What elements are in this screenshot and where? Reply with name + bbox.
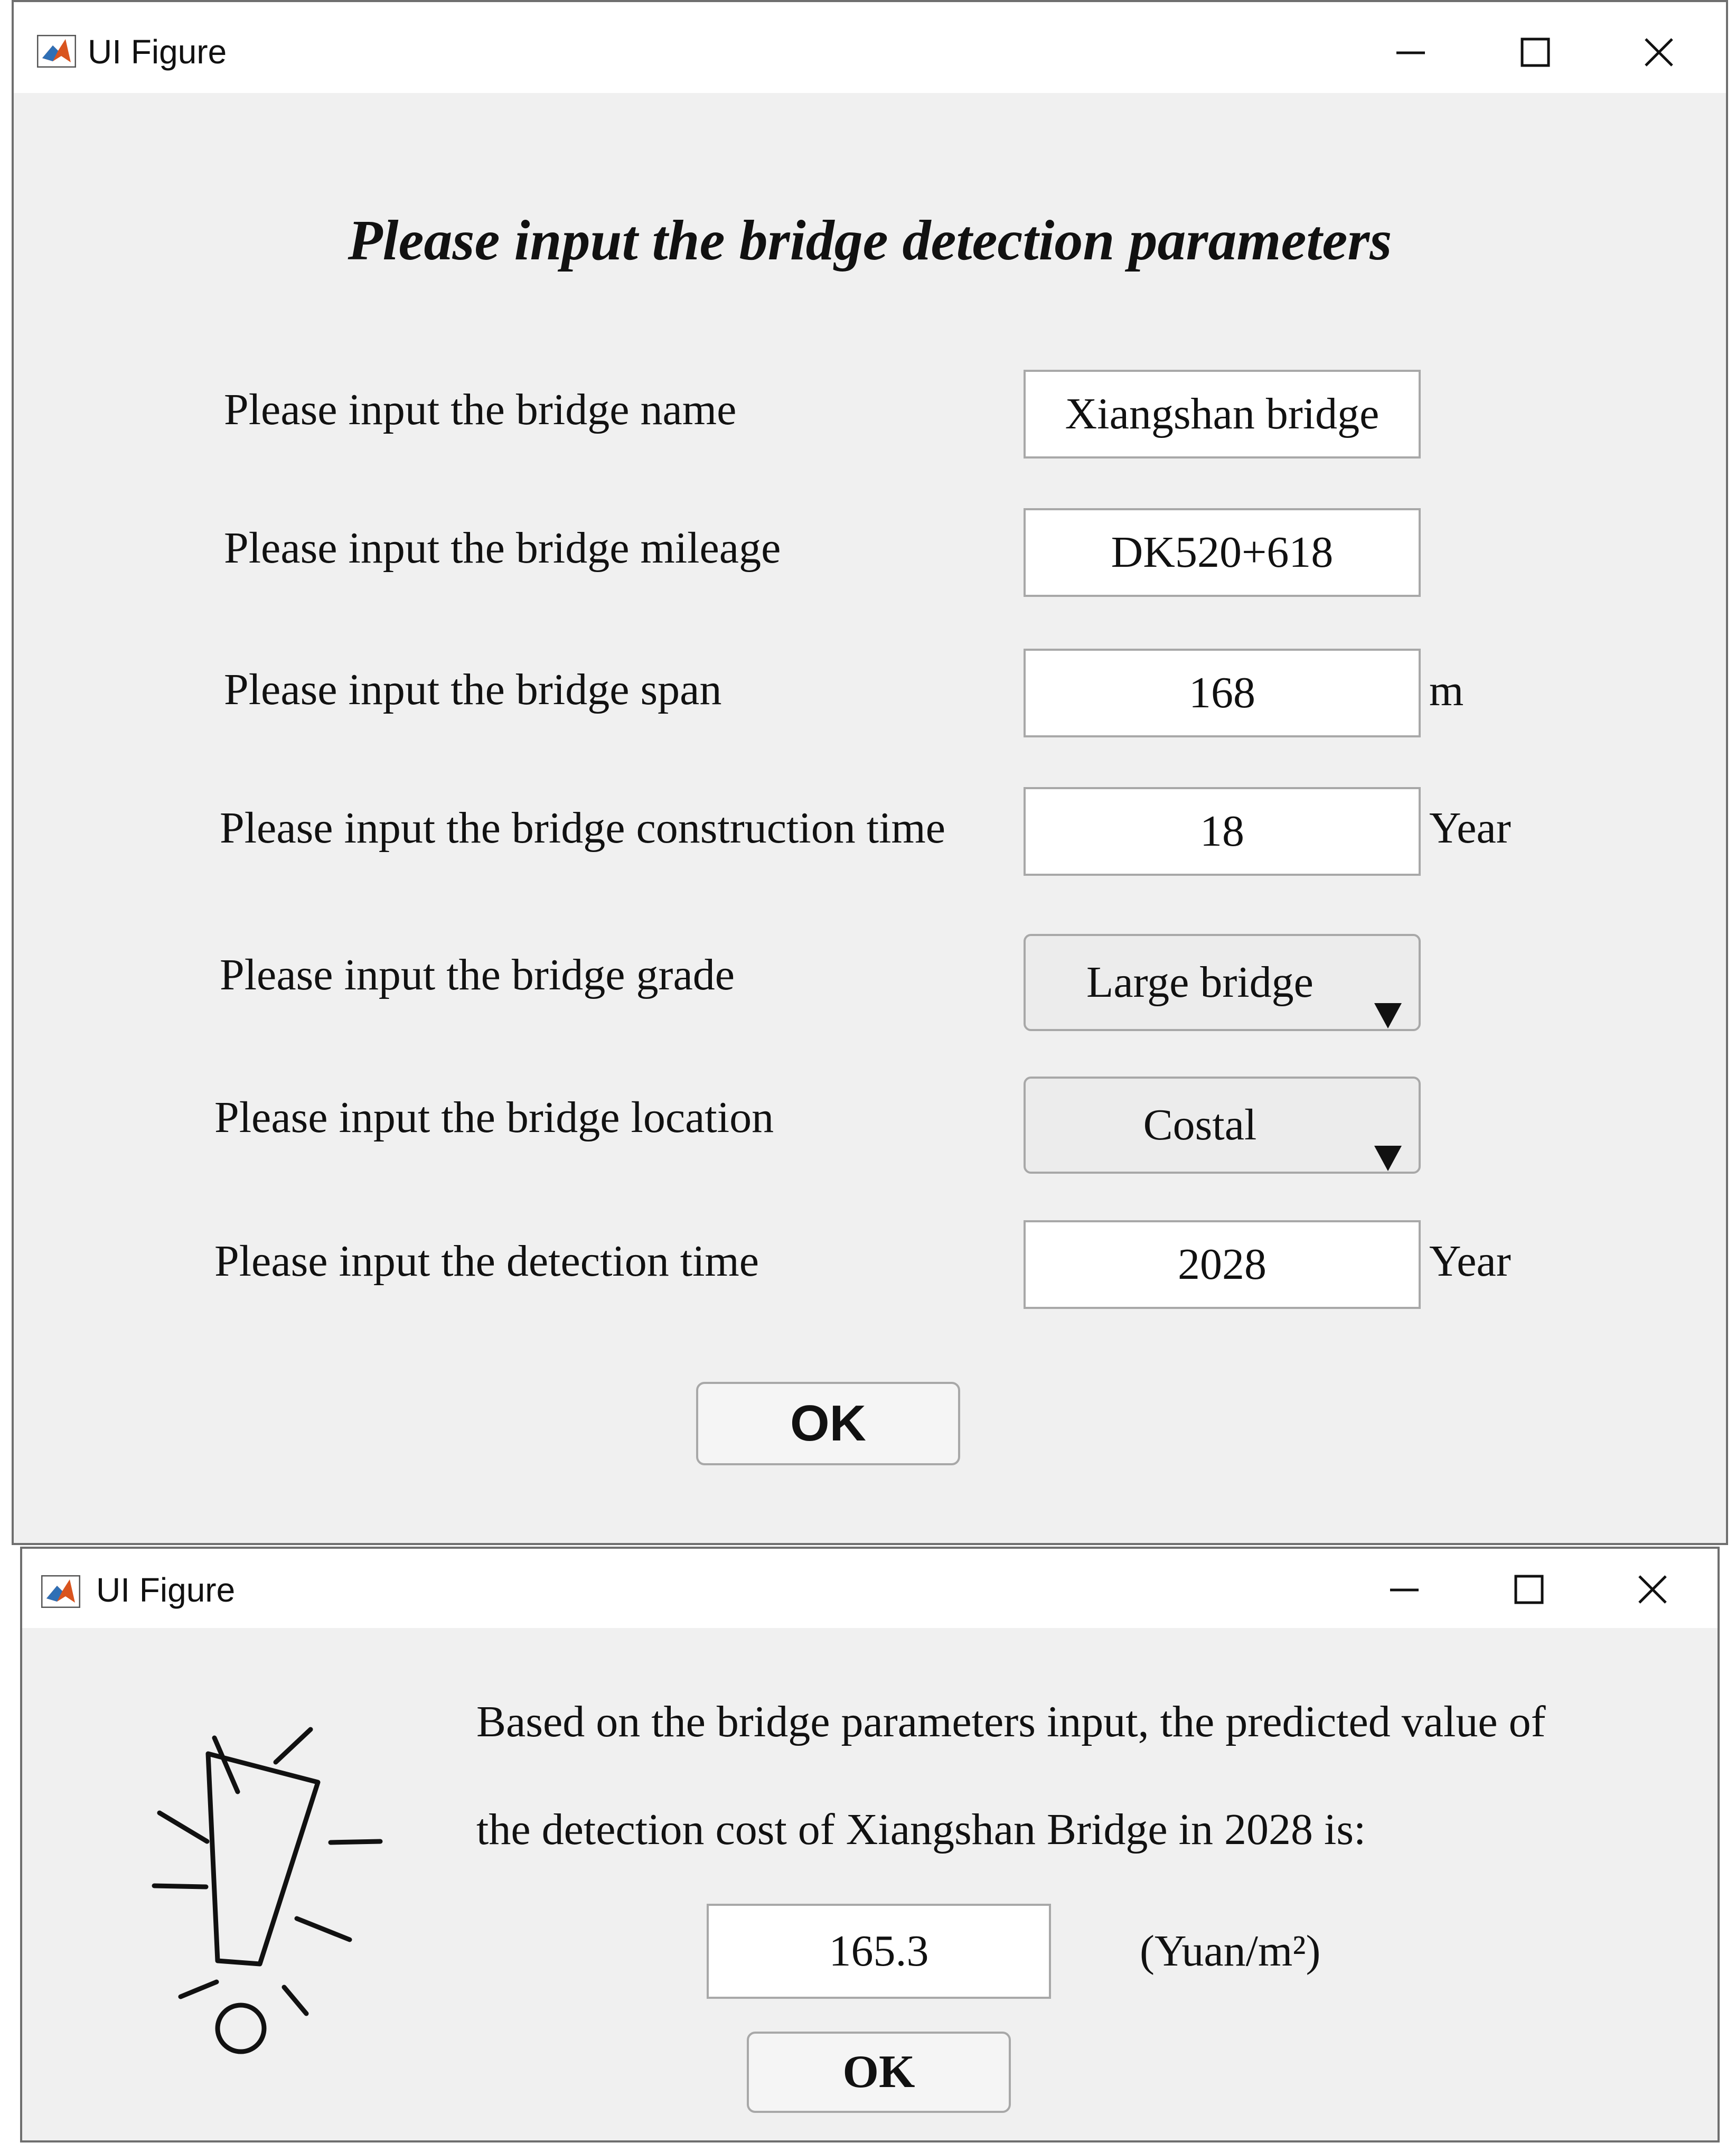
triangle-down-icon[interactable] xyxy=(1373,1111,1403,1139)
title-bar[interactable] xyxy=(22,1549,1718,1628)
ok-button[interactable]: OK xyxy=(747,2032,1011,2113)
bridge-location-value: Costal xyxy=(1143,1100,1257,1149)
result-message-line1: Based on the bridge parameters input, the predicted value of xyxy=(476,1697,1546,1746)
bridge-mileage-input[interactable]: DK520+618 xyxy=(1024,508,1421,597)
result-message-line2: the detection cost of Xiangshan Bridge in 2028 is: xyxy=(476,1805,1366,1854)
bridge-grade-dropdown[interactable] xyxy=(1024,934,1421,1031)
bridge-span-label: Please input the bridge span xyxy=(224,665,722,714)
span-unit: m xyxy=(1429,666,1464,715)
input-window xyxy=(12,0,1728,1545)
close-icon[interactable] xyxy=(1629,1566,1676,1613)
bridge-grade-label: Please input the bridge grade xyxy=(220,950,735,999)
bridge-name-input[interactable]: Xiangshan bridge xyxy=(1024,370,1421,459)
detection-time-label: Please input the detection time xyxy=(214,1237,759,1286)
construction-time-label: Please input the bridge construction time xyxy=(220,803,946,853)
result-unit: (Yuan/m²) xyxy=(1140,1926,1321,1976)
result-value-field: 165.3 xyxy=(707,1904,1051,1999)
construction-time-input[interactable]: 18 xyxy=(1024,787,1421,876)
bridge-location-dropdown[interactable] xyxy=(1024,1077,1421,1174)
minimize-icon[interactable] xyxy=(1381,1566,1428,1613)
bridge-name-label: Please input the bridge name xyxy=(224,385,737,434)
ok-button[interactable]: OK xyxy=(696,1382,960,1465)
maximize-icon[interactable] xyxy=(1505,1566,1553,1613)
minimize-icon[interactable] xyxy=(1387,29,1434,76)
window-title: UI Figure xyxy=(96,1571,236,1609)
detection-time-input[interactable]: 2028 xyxy=(1024,1220,1421,1309)
triangle-down-icon[interactable] xyxy=(1373,969,1403,996)
matlab-icon xyxy=(41,1575,80,1608)
matlab-icon xyxy=(37,35,76,68)
close-icon[interactable] xyxy=(1635,29,1683,76)
exclamation-icon xyxy=(128,1718,402,2056)
bridge-mileage-label: Please input the bridge mileage xyxy=(224,523,781,573)
maximize-icon[interactable] xyxy=(1512,29,1559,76)
bridge-span-input[interactable]: 168 xyxy=(1024,649,1421,737)
detection-time-unit: Year xyxy=(1429,1237,1511,1286)
bridge-location-label: Please input the bridge location xyxy=(214,1093,774,1142)
page-heading: Please input the bridge detection parameters xyxy=(348,209,1392,272)
window-title: UI Figure xyxy=(88,33,227,71)
result-window xyxy=(20,1547,1720,2142)
title-bar[interactable] xyxy=(14,2,1726,93)
bridge-grade-value: Large bridge xyxy=(1086,958,1313,1007)
construction-time-unit: Year xyxy=(1429,803,1511,853)
